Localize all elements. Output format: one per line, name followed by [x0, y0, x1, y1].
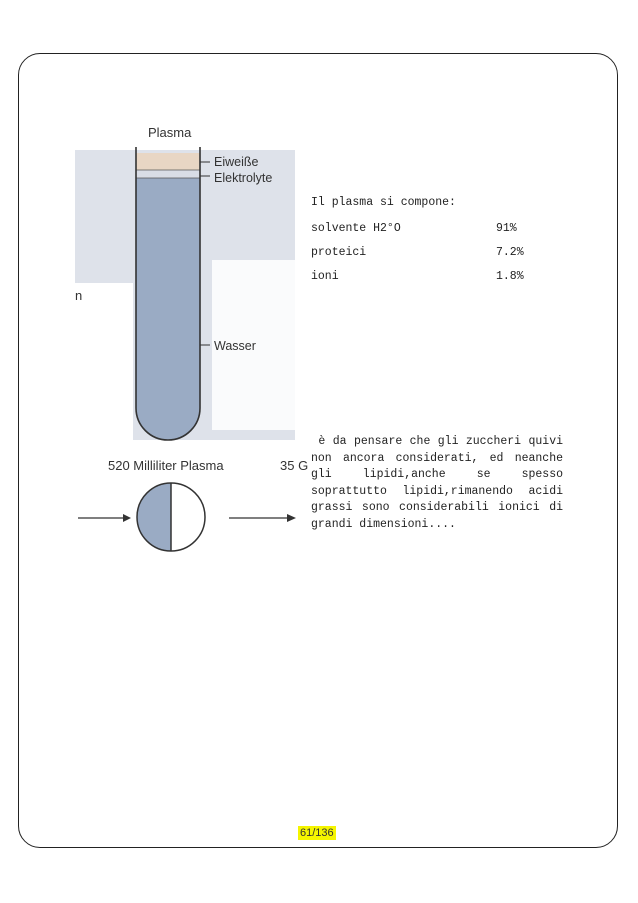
label-left-fragment: n	[75, 288, 83, 303]
composition-name: ioni	[311, 270, 339, 283]
body-paragraph: è da pensare che gli zuccheri quivi non ancora considerati, ed neanche gli lipidi,anche se spesso soprattutto lipidi,rimanendo acidi grassi sono considerabili ionici di grandi dimensioni....	[311, 435, 570, 531]
composition-name: solvente H2°O	[311, 222, 401, 235]
composition-name: proteici	[311, 246, 367, 259]
page-number: 61/136	[300, 827, 334, 839]
composition-value: 7.2%	[496, 246, 524, 259]
tube-electrolyte-layer	[136, 170, 200, 178]
arrow-left-icon	[78, 514, 131, 522]
test-tube	[136, 147, 200, 440]
plasma-circle	[137, 483, 205, 551]
scan-background-cutout	[75, 283, 133, 443]
composition-title: Il plasma si compone:	[311, 196, 456, 209]
label-eiweisse: Eiweiße	[214, 155, 259, 169]
label-wasser: Wasser	[214, 339, 256, 353]
circle-water-half	[137, 483, 171, 551]
composition-value: 91%	[496, 222, 517, 235]
figure-caption: 520 Milliliter Plasma	[108, 458, 224, 473]
composition-value: 1.8%	[496, 270, 524, 283]
tube-water	[136, 178, 200, 440]
arrow-right-icon	[229, 514, 296, 522]
figure-caption-right: 35 G	[280, 458, 309, 473]
figure-title: Plasma	[148, 125, 192, 140]
label-elektrolyte: Elektrolyte	[214, 171, 273, 185]
tube-protein-layer	[136, 153, 200, 170]
